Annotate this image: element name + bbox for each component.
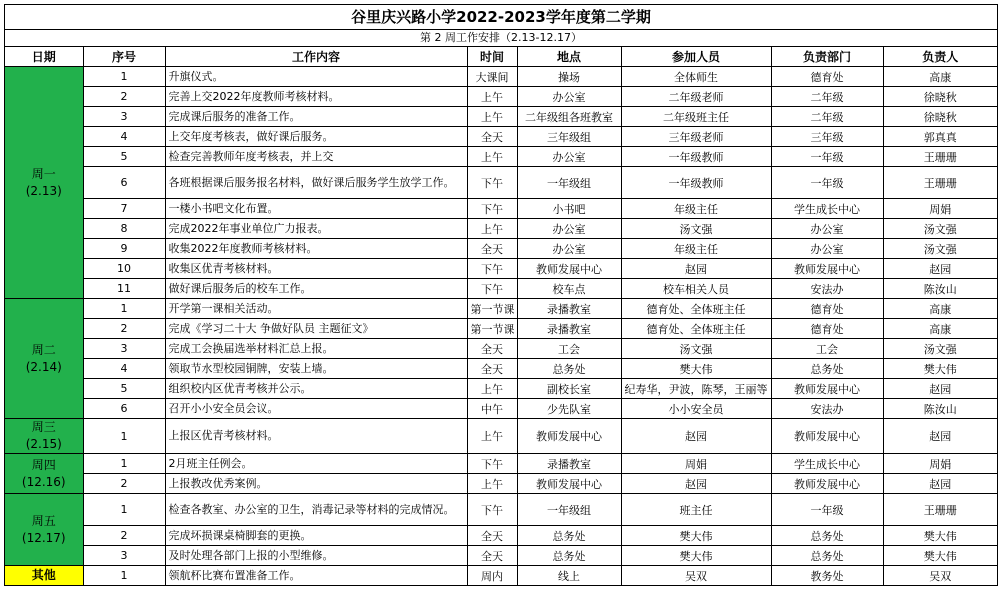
department-cell: 教师发展中心	[771, 474, 883, 494]
place-cell: 办公室	[517, 239, 621, 259]
time-cell: 上午	[467, 107, 517, 127]
time-cell: 周内	[467, 566, 517, 586]
department-cell: 教务处	[771, 566, 883, 586]
table-row	[5, 546, 997, 566]
department-cell: 三年级	[771, 127, 883, 147]
place-cell: 少先队室	[517, 399, 621, 419]
department-cell: 总务处	[771, 359, 883, 379]
department-cell: 总务处	[771, 546, 883, 566]
table-row	[5, 379, 997, 399]
participants-cell: 赵园	[621, 259, 771, 279]
department-cell: 二年级	[771, 107, 883, 127]
row-number: 1	[83, 454, 165, 474]
department-cell: 办公室	[771, 219, 883, 239]
department-cell: 德育处	[771, 299, 883, 319]
table-row	[5, 454, 997, 474]
table-row	[5, 279, 997, 299]
place-cell: 教师发展中心	[517, 419, 621, 454]
row-number: 1	[83, 67, 165, 87]
row-number: 3	[83, 107, 165, 127]
table-row	[5, 474, 997, 494]
place-cell: 小书吧	[517, 199, 621, 219]
work-content: 做好课后服务后的校车工作。	[165, 279, 467, 299]
work-content: 开学第一课相关活动。	[165, 299, 467, 319]
work-content: 完善上交2022年度教师考核材料。	[165, 87, 467, 107]
work-content: 完成工会换届选举材料汇总上报。	[165, 339, 467, 359]
owner-cell: 赵园	[883, 419, 997, 454]
participants-cell: 一年级教师	[621, 167, 771, 199]
department-cell: 学生成长中心	[771, 454, 883, 474]
day-date: (2.13)	[25, 183, 62, 198]
time-cell: 下午	[467, 259, 517, 279]
work-content: 检查各教室、办公室的卫生，消毒记录等材料的完成情况。	[165, 494, 467, 526]
work-content: 完成课后服务的准备工作。	[165, 107, 467, 127]
participants-cell: 一年级教师	[621, 147, 771, 167]
time-cell: 全天	[467, 546, 517, 566]
day-cell	[5, 419, 83, 454]
table-row	[5, 147, 997, 167]
col-header-participants: 参加人员	[621, 47, 771, 67]
time-cell: 大课间	[467, 67, 517, 87]
work-content: 收集区优青考核材料。	[165, 259, 467, 279]
table-row	[5, 107, 997, 127]
owner-cell: 王珊珊	[883, 147, 997, 167]
table-row	[5, 399, 997, 419]
place-cell: 一年级组	[517, 494, 621, 526]
department-cell: 一年级	[771, 494, 883, 526]
department-cell: 一年级	[771, 167, 883, 199]
place-cell: 总务处	[517, 359, 621, 379]
department-cell: 学生成长中心	[771, 199, 883, 219]
place-cell: 总务处	[517, 526, 621, 546]
time-cell: 全天	[467, 526, 517, 546]
time-cell: 全天	[467, 127, 517, 147]
participants-cell: 吴双	[621, 566, 771, 586]
work-content: 收集2022年度教师考核材料。	[165, 239, 467, 259]
work-content: 完成《学习二十大 争做好队员 主题征文》	[165, 319, 467, 339]
time-cell: 下午	[467, 279, 517, 299]
participants-cell: 校车相关人员	[621, 279, 771, 299]
col-header-time: 时间	[467, 47, 517, 67]
owner-cell: 王珊珊	[883, 167, 997, 199]
participants-cell: 全体师生	[621, 67, 771, 87]
work-content: 2月班主任例会。	[165, 454, 467, 474]
owner-cell: 樊大伟	[883, 546, 997, 566]
participants-cell: 二年级老师	[621, 87, 771, 107]
participants-cell: 年级主任	[621, 199, 771, 219]
time-cell: 下午	[467, 167, 517, 199]
day-name: 周四	[31, 457, 56, 472]
row-number: 1	[83, 299, 165, 319]
table-row	[5, 199, 997, 219]
place-cell: 总务处	[517, 546, 621, 566]
place-cell: 办公室	[517, 147, 621, 167]
time-cell: 第一节课	[467, 299, 517, 319]
participants-cell: 樊大伟	[621, 359, 771, 379]
day-name: 周五	[31, 513, 56, 528]
department-cell: 教师发展中心	[771, 419, 883, 454]
participants-cell: 德育处、全体班主任	[621, 319, 771, 339]
owner-cell: 汤文强	[883, 239, 997, 259]
table-row	[5, 299, 997, 319]
col-header-department: 负责部门	[771, 47, 883, 67]
work-content: 检查完善教师年度考核表，并上交	[165, 147, 467, 167]
participants-cell: 德育处、全体班主任	[621, 299, 771, 319]
participants-cell: 周娟	[621, 454, 771, 474]
participants-cell: 小小安全员	[621, 399, 771, 419]
table-row	[5, 239, 997, 259]
header-row	[5, 47, 997, 67]
time-cell: 下午	[467, 494, 517, 526]
place-cell: 校车点	[517, 279, 621, 299]
time-cell: 下午	[467, 199, 517, 219]
table-row	[5, 87, 997, 107]
time-cell: 上午	[467, 379, 517, 399]
owner-cell: 汤文强	[883, 339, 997, 359]
day-name: 其他	[31, 568, 56, 582]
department-cell: 教师发展中心	[771, 259, 883, 279]
row-number: 3	[83, 339, 165, 359]
work-content: 组织校内区优青考核并公示。	[165, 379, 467, 399]
day-name: 周一	[31, 166, 56, 181]
row-number: 4	[83, 359, 165, 379]
sheet-subtitle: 第 2 周工作安排（2.13-12.17）	[5, 30, 997, 47]
row-number: 6	[83, 399, 165, 419]
table-row	[5, 339, 997, 359]
work-content: 完成2022年事业单位广力报表。	[165, 219, 467, 239]
row-number: 1	[83, 494, 165, 526]
work-content: 召开小小安全员会议。	[165, 399, 467, 419]
participants-cell: 樊大伟	[621, 526, 771, 546]
row-number: 8	[83, 219, 165, 239]
place-cell: 一年级组	[517, 167, 621, 199]
place-cell: 办公室	[517, 219, 621, 239]
table-row	[5, 167, 997, 199]
owner-cell: 高康	[883, 319, 997, 339]
owner-cell: 郭真真	[883, 127, 997, 147]
day-cell	[5, 566, 83, 586]
participants-cell: 班主任	[621, 494, 771, 526]
work-content: 各班根据课后服务报名材料，做好课后服务学生放学工作。	[165, 167, 467, 199]
department-cell: 安法办	[771, 279, 883, 299]
table-row	[5, 219, 997, 239]
col-header-number: 序号	[83, 47, 165, 67]
work-content: 上报区优青考核材料。	[165, 419, 467, 454]
day-date: (2.15)	[25, 437, 62, 451]
department-cell: 一年级	[771, 147, 883, 167]
work-content: 完成坏损课桌椅脚套的更换。	[165, 526, 467, 546]
col-header-date: 日期	[5, 47, 83, 67]
place-cell: 办公室	[517, 87, 621, 107]
table-row	[5, 319, 997, 339]
place-cell: 操场	[517, 67, 621, 87]
place-cell: 录播教室	[517, 299, 621, 319]
time-cell: 中午	[467, 399, 517, 419]
department-cell: 德育处	[771, 67, 883, 87]
table-row	[5, 526, 997, 546]
place-cell: 教师发展中心	[517, 259, 621, 279]
row-number: 9	[83, 239, 165, 259]
row-number: 3	[83, 546, 165, 566]
day-date: (12.17)	[21, 530, 66, 545]
day-cell	[5, 299, 83, 419]
table-row	[5, 566, 997, 586]
time-cell: 上午	[467, 474, 517, 494]
col-header-place: 地点	[517, 47, 621, 67]
row-number: 5	[83, 379, 165, 399]
day-cell	[5, 494, 83, 566]
department-cell: 二年级	[771, 87, 883, 107]
participants-cell: 二年级班主任	[621, 107, 771, 127]
place-cell: 录播教室	[517, 319, 621, 339]
department-cell: 总务处	[771, 526, 883, 546]
participants-cell: 赵园	[621, 474, 771, 494]
time-cell: 上午	[467, 219, 517, 239]
department-cell: 安法办	[771, 399, 883, 419]
work-content: 升旗仪式。	[165, 67, 467, 87]
time-cell: 下午	[467, 454, 517, 474]
participants-cell: 三年级老师	[621, 127, 771, 147]
owner-cell: 王珊珊	[883, 494, 997, 526]
time-cell: 全天	[467, 239, 517, 259]
col-header-content: 工作内容	[165, 47, 467, 67]
day-name: 周二	[31, 342, 56, 357]
participants-cell: 汤文强	[621, 339, 771, 359]
owner-cell: 樊大伟	[883, 359, 997, 379]
day-date: (2.14)	[25, 359, 62, 374]
time-cell: 第一节课	[467, 319, 517, 339]
row-number: 1	[83, 566, 165, 586]
table-row	[5, 127, 997, 147]
work-content: 一楼小书吧文化布置。	[165, 199, 467, 219]
time-cell: 全天	[467, 359, 517, 379]
owner-cell: 高康	[883, 299, 997, 319]
owner-cell: 徐晓秋	[883, 107, 997, 127]
row-number: 2	[83, 319, 165, 339]
department-cell: 工会	[771, 339, 883, 359]
owner-cell: 赵园	[883, 259, 997, 279]
work-content: 上报教改优秀案例。	[165, 474, 467, 494]
owner-cell: 徐晓秋	[883, 87, 997, 107]
day-cell	[5, 67, 83, 299]
place-cell: 教师发展中心	[517, 474, 621, 494]
participants-cell: 樊大伟	[621, 546, 771, 566]
row-number: 10	[83, 259, 165, 279]
table-row	[5, 67, 997, 87]
table-row	[5, 259, 997, 279]
table-row	[5, 359, 997, 379]
department-cell: 教师发展中心	[771, 379, 883, 399]
department-cell: 德育处	[771, 319, 883, 339]
place-cell: 二年级组各班教室	[517, 107, 621, 127]
row-number: 7	[83, 199, 165, 219]
row-number: 5	[83, 147, 165, 167]
owner-cell: 赵园	[883, 379, 997, 399]
time-cell: 上午	[467, 87, 517, 107]
row-number: 1	[83, 419, 165, 454]
work-content: 上交年度考核表，做好课后服务。	[165, 127, 467, 147]
day-name: 周三	[31, 420, 56, 434]
row-number: 2	[83, 526, 165, 546]
owner-cell: 汤文强	[883, 219, 997, 239]
row-number: 4	[83, 127, 165, 147]
row-number: 11	[83, 279, 165, 299]
work-content: 领取节水型校园铜牌，安装上墙。	[165, 359, 467, 379]
owner-cell: 陈汝山	[883, 279, 997, 299]
owner-cell: 周娟	[883, 199, 997, 219]
sheet-title: 谷里庆兴路小学2022-2023学年度第二学期	[5, 5, 997, 30]
owner-cell: 周娟	[883, 454, 997, 474]
col-header-owner: 负责人	[883, 47, 997, 67]
work-content: 领航杯比赛布置准备工作。	[165, 566, 467, 586]
place-cell: 录播教室	[517, 454, 621, 474]
participants-cell: 年级主任	[621, 239, 771, 259]
day-date: (12.16)	[21, 474, 66, 489]
row-number: 6	[83, 167, 165, 199]
department-cell: 办公室	[771, 239, 883, 259]
owner-cell: 吴双	[883, 566, 997, 586]
schedule-body	[5, 67, 997, 586]
place-cell: 工会	[517, 339, 621, 359]
place-cell: 线上	[517, 566, 621, 586]
participants-cell: 汤文强	[621, 219, 771, 239]
owner-cell: 赵园	[883, 474, 997, 494]
table-row	[5, 494, 997, 526]
work-content: 及时处理各部门上报的小型维修。	[165, 546, 467, 566]
row-number: 2	[83, 87, 165, 107]
table-row	[5, 419, 997, 454]
participants-cell: 赵园	[621, 419, 771, 454]
day-cell	[5, 454, 83, 494]
participants-cell: 纪寿华，尹波，陈琴，王丽等	[621, 379, 771, 399]
schedule-sheet	[4, 4, 998, 586]
place-cell: 三年级组	[517, 127, 621, 147]
schedule-table	[5, 47, 997, 585]
row-number: 2	[83, 474, 165, 494]
owner-cell: 樊大伟	[883, 526, 997, 546]
time-cell: 上午	[467, 419, 517, 454]
time-cell: 全天	[467, 339, 517, 359]
time-cell: 上午	[467, 147, 517, 167]
owner-cell: 陈汝山	[883, 399, 997, 419]
owner-cell: 高康	[883, 67, 997, 87]
place-cell: 副校长室	[517, 379, 621, 399]
